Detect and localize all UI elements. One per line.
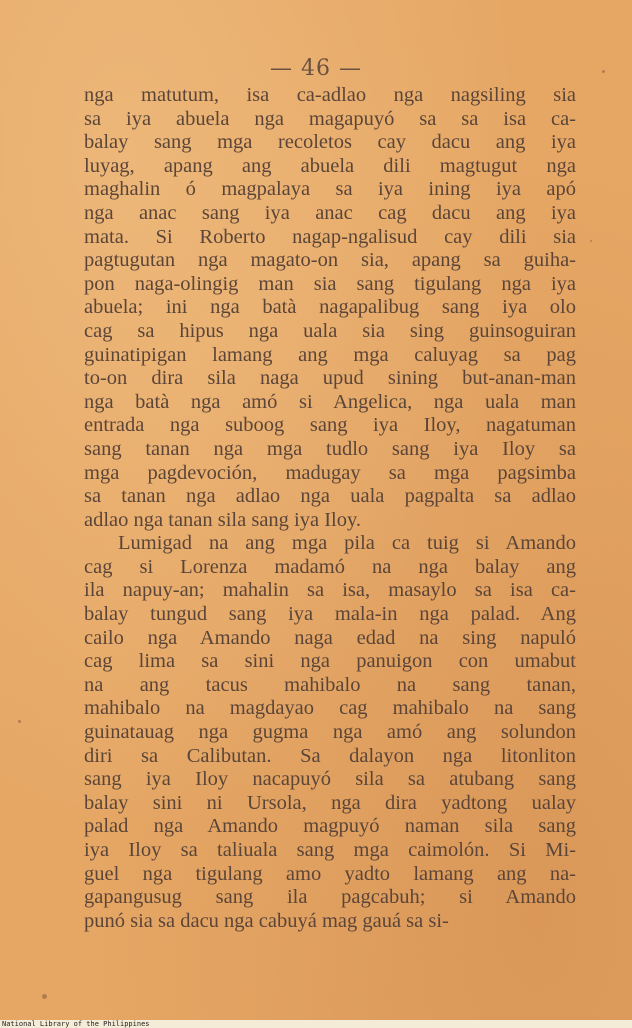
text-line: gapangusug sang ila pagcabuh; si Amando [84,886,576,909]
text-line: nga batà nga amó si Angelica, nga uala man [84,390,576,413]
ink-speck [590,240,592,242]
text-line: pagtugutan nga magato-on sia, apang sa guiha- [84,249,576,272]
ink-speck [18,720,21,723]
text-line: balay sang mga recoletos cay dacu ang iya [84,131,576,154]
text-line: pon naga-olingig man sia sang tigulang nga iya [84,272,576,295]
text-line: balay tungud sang iya mala-in nga palad. Ang [84,603,576,626]
text-line: cailo nga Amando naga edad na sing napuló [84,626,576,649]
text-line: nga anac sang iya anac cag dacu ang iya [84,201,576,224]
ink-speck [602,70,605,73]
text-line: guinatipigan lamang ang mga caluyag sa pag [84,343,576,366]
text-line: cag sa hipus nga uala sia sing guinsoguiran [84,319,576,342]
text-line: balay sini ni Ursola, nga dira yadtong ualay [84,791,576,814]
text-line: mata. Si Roberto nagap-ngalisud cay dili sia [84,225,576,248]
text-line: sang tanan nga mga tudlo sang iya Iloy sa [84,437,576,460]
text-line: guinatauag nga gugma nga amó ang solundon [84,721,576,744]
text-line: sa iya abuela nga magapuyó sa sa isa ca- [84,107,576,130]
text-line: nga matutum, isa ca-adlao nga nagsiling sia [84,84,576,106]
text-line: maghalin ó magpalaya sa iya ining iya apó [84,178,576,201]
paragraph [84,532,576,933]
ink-speck [42,994,47,999]
text-line: entrada nga suboog sang iya Iloy, nagatuman [84,414,576,437]
text-line: abuela; ini nga batà nagapalibug sang iya olo [84,296,576,319]
text-line: Lumigad na ang mga pila ca tuig si Amando [118,532,576,555]
text-line: diri sa Calibutan. Sa dalayon nga litonliton [84,744,576,767]
text-line: sang iya Iloy nacapuyó sila sa atubang sang [84,768,576,791]
page-number: — 46 — [270,56,362,81]
text-line: cag lima sa sini nga panuigon con umabut [84,650,576,673]
text-line: punó sia sa dacu nga cabuyá mag gauá sa si- [84,909,449,932]
library-credit: National Library of the Philippines [0,1020,632,1028]
text-line: cag si Lorenza madamó na nga balay ang [84,555,576,578]
paragraph [84,84,576,532]
text-line: palad nga Amando magpuyó naman sila sang [84,815,576,838]
text-line: sa tanan nga adlao nga uala pagpalta sa adlao [84,485,576,508]
paragraphs [84,84,576,933]
text-line: mahibalo na magdayao cag mahibalo na sang [84,697,576,720]
text-line: ila napuy-an; mahalin sa isa, masaylo sa isa ca- [84,579,576,602]
body-text [84,84,576,933]
text-line: guel nga tigulang amo yadto lamang ang na- [84,862,576,885]
text-line: iya Iloy sa taliuala sang mga caimolón. Si Mi- [84,839,576,861]
text-line: na ang tacus mahibalo na sang tanan, [84,673,576,696]
text-line: adlao nga tanan sila sang iya Iloy. [84,508,362,531]
text-line: luyag, apang ang abuela dili magtugut nga [84,154,576,177]
text-line: to-on dira sila naga upud sining but-anan-man [84,367,576,390]
text-line: mga pagdevoción, madugay sa mga pagsimba [84,461,576,484]
